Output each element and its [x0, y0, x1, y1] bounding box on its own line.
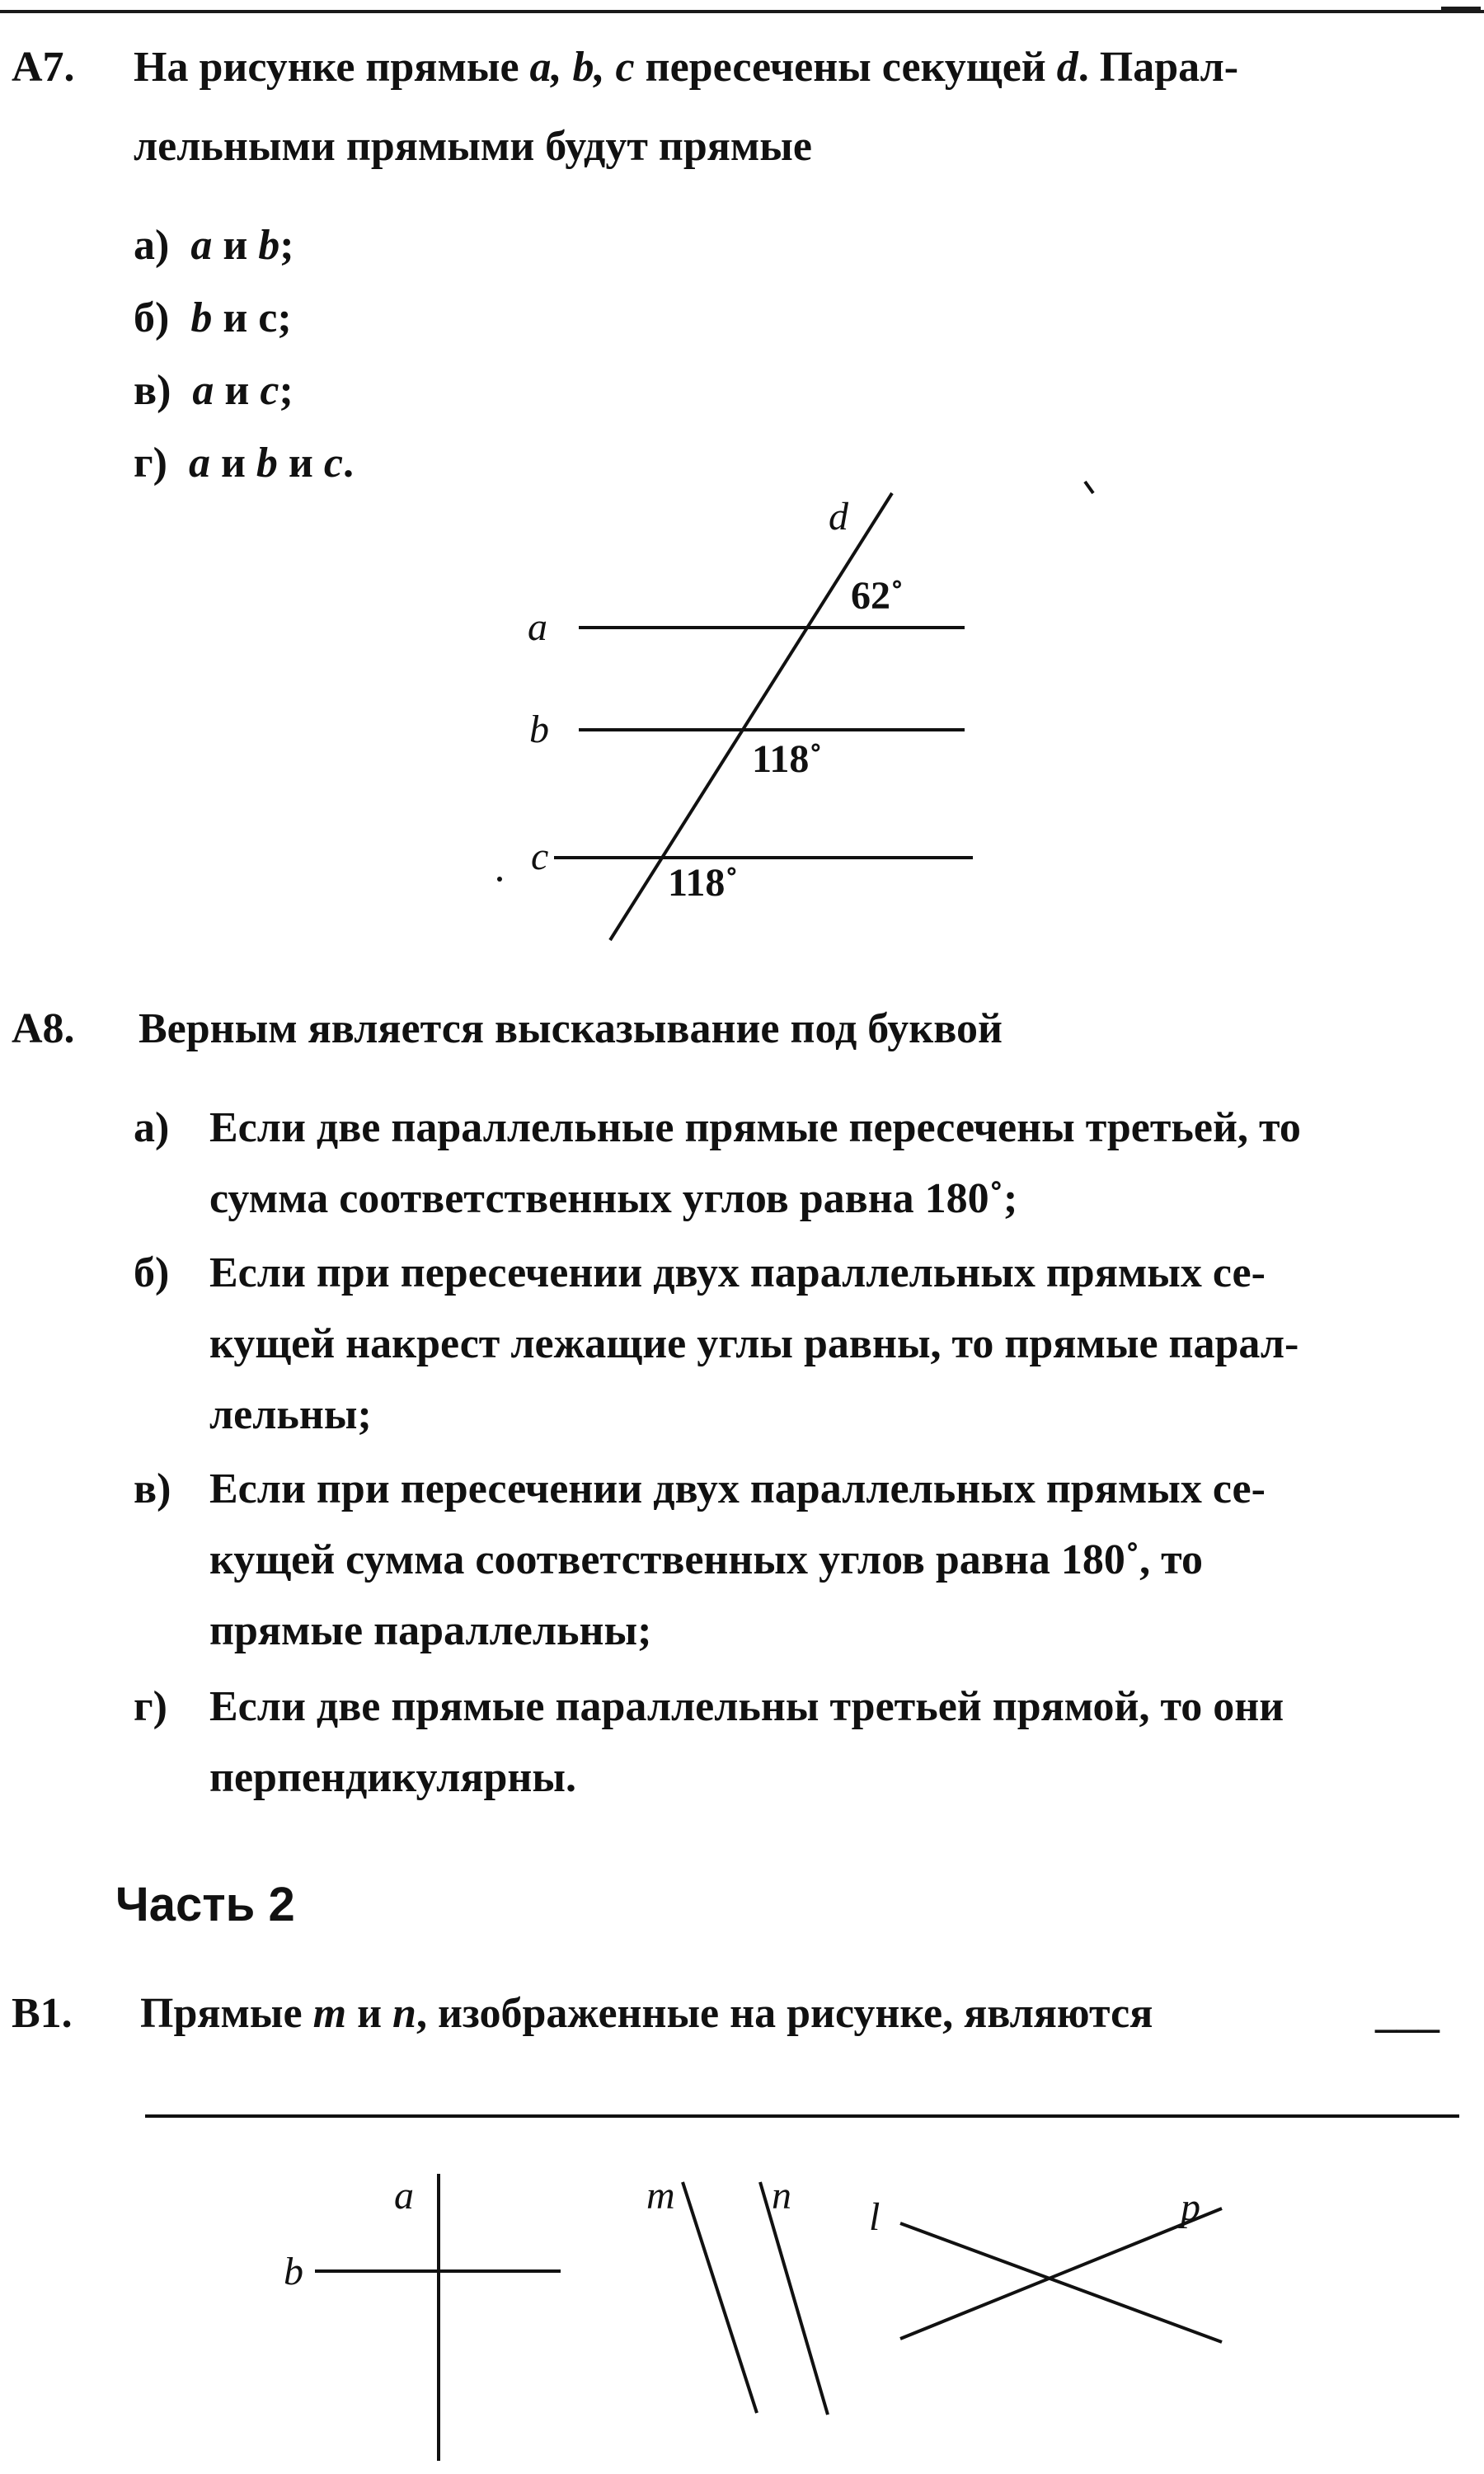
option-line: Если при пересечении двух параллельных прямых се-: [209, 1249, 1266, 1296]
section-title: Часть 2: [115, 1878, 295, 1931]
question-text-line-2: лельными прямыми будут прямые: [134, 123, 812, 170]
transversal-label-d: d: [829, 495, 848, 539]
label-n: n: [772, 2174, 791, 2218]
label-b: b: [284, 2250, 303, 2293]
label-l: l: [869, 2195, 881, 2239]
option-line: кущей сумма соответственных углов равна 180˚, то: [209, 1536, 1204, 1583]
answer-option-b[interactable]: б) b и c;: [134, 294, 292, 341]
option-letter: б): [134, 1249, 170, 1296]
transversal-variable: d: [1056, 44, 1078, 91]
option-line: перпендикулярны.: [209, 1754, 576, 1801]
line-variables: a, b, c: [529, 44, 635, 91]
answer-option-a[interactable]: а) a и b;: [134, 222, 294, 269]
label-p: p: [1181, 2185, 1200, 2229]
answer-option-g[interactable]: г) a и b и c.: [134, 440, 354, 487]
option-letter: в): [134, 1465, 171, 1512]
line-n: [760, 2182, 828, 2415]
label-a: a: [394, 2174, 414, 2218]
line-label-a: a: [528, 605, 547, 649]
option-letter: г): [134, 1683, 167, 1730]
question-text: Прямые m и n, изображенные на рисунке, являются: [140, 1990, 1153, 2037]
label-m: m: [646, 2174, 675, 2218]
question-number: A8.: [12, 1005, 75, 1052]
option-letter: а): [134, 1104, 170, 1151]
line-label-b: b: [529, 708, 549, 751]
angle-label-118-b: 118˚: [752, 737, 823, 781]
question-text-line-1: На рисунке прямые a, b, c пересечены секущей d. Парал-: [134, 44, 1239, 91]
option-line: сумма соответственных углов равна 180˚;: [209, 1175, 1018, 1222]
line-p: [900, 2208, 1222, 2339]
answer-blank[interactable]: ___: [1375, 1990, 1439, 2037]
option-line: кущей накрест лежащие углы равны, то прямые парал-: [209, 1320, 1299, 1367]
question-number: A7.: [12, 44, 75, 91]
angle-label-62: 62˚: [851, 574, 904, 618]
question-number: B1.: [12, 1990, 73, 2037]
option-line: прямые параллельны;: [209, 1607, 652, 1654]
line-m: [683, 2182, 757, 2413]
option-line: Если при пересечении двух параллельных прямых се-: [209, 1465, 1266, 1512]
question-text: Верным является высказывание под буквой: [139, 1005, 1003, 1052]
angle-label-118-c: 118˚: [668, 861, 739, 905]
option-line: Если две параллельные прямые пересечены третьей, то: [209, 1104, 1301, 1151]
option-line: лельны;: [209, 1391, 372, 1438]
option-line: Если две прямые параллельны третьей прямой, то они: [209, 1683, 1284, 1730]
answer-option-v[interactable]: в) a и c;: [134, 367, 294, 414]
line-label-c: c: [531, 835, 549, 878]
line-l: [900, 2223, 1222, 2342]
